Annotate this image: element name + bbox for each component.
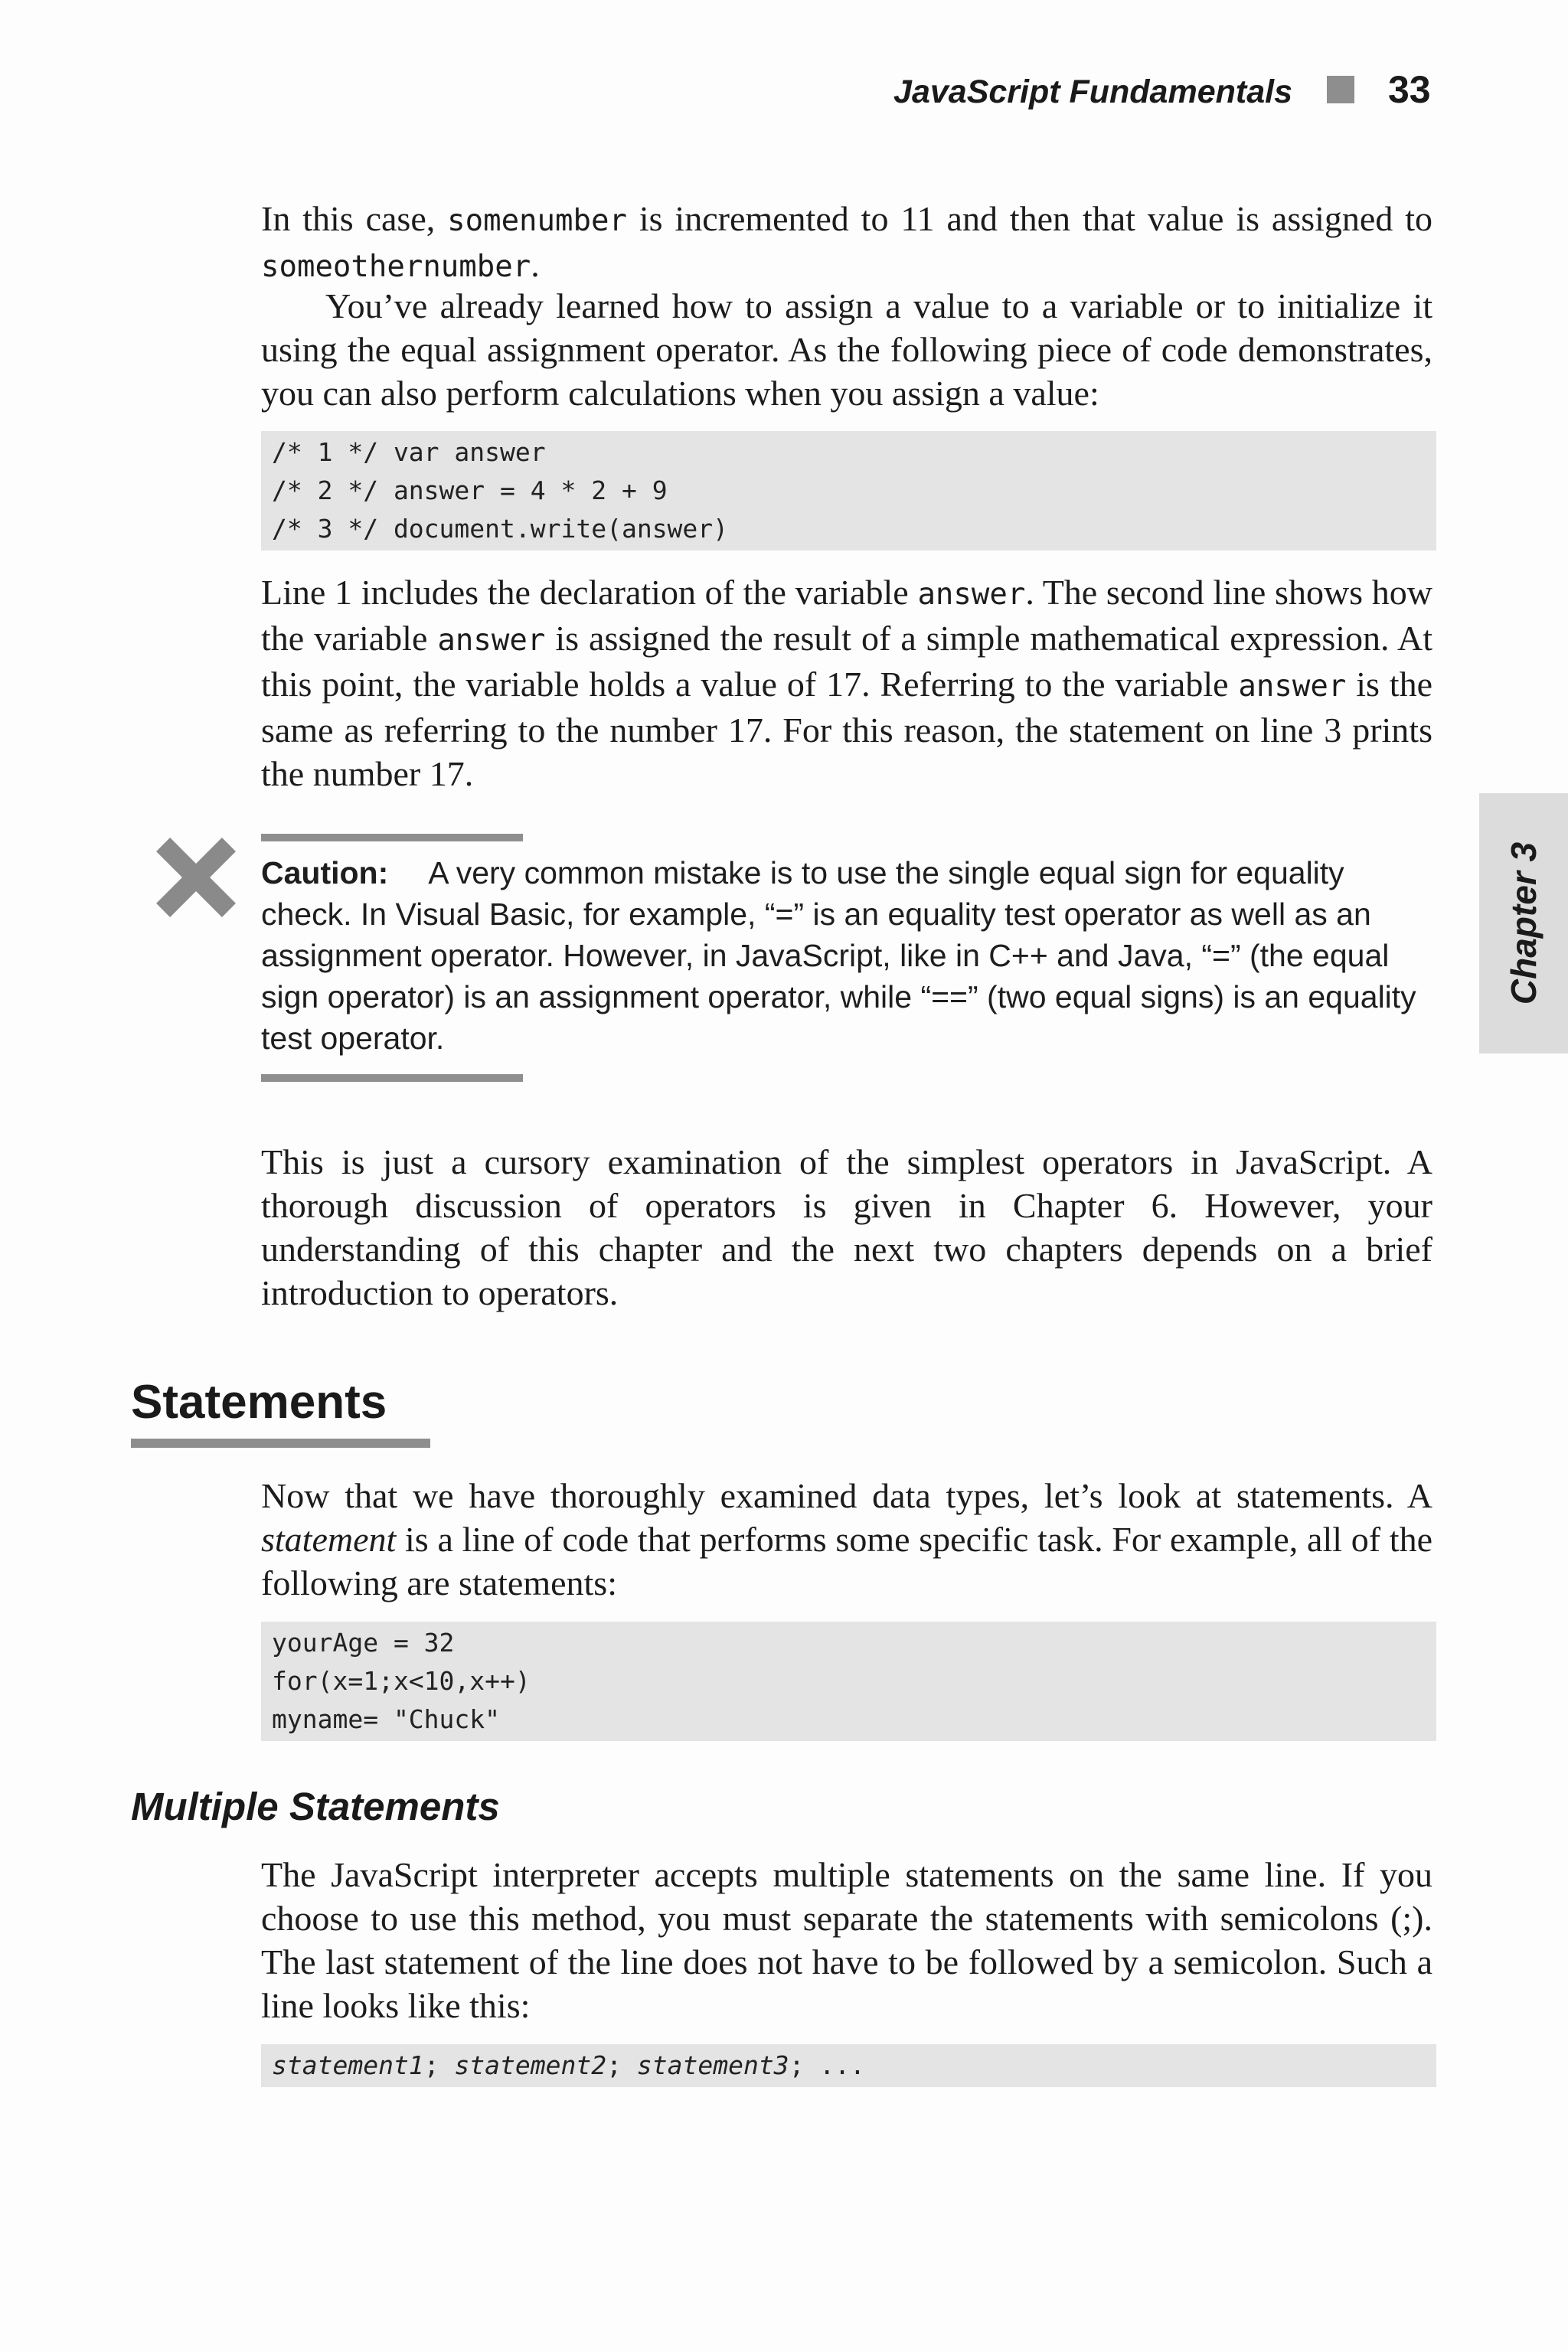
section-heading-statements: Statements bbox=[131, 1376, 387, 1429]
caution-bottom-rule bbox=[261, 1074, 523, 1082]
paragraph-operators-summary bbox=[261, 1140, 1432, 1315]
text-run: In this case, bbox=[261, 199, 448, 238]
inline-code: someothernumber bbox=[261, 250, 531, 284]
code-placeholder: statement2 bbox=[454, 2050, 607, 2080]
paragraph-assignment bbox=[261, 284, 1432, 415]
code-line bbox=[272, 2044, 1426, 2087]
paragraph-statements-intro bbox=[261, 1474, 1432, 1605]
code-line: yourAge = 32 bbox=[272, 1628, 455, 1658]
inline-code: answer bbox=[437, 623, 546, 658]
paragraph-multiple-statements bbox=[261, 1853, 1432, 2027]
code-placeholder: statement3 bbox=[636, 2050, 789, 2080]
code-block-answer bbox=[261, 431, 1436, 550]
code-placeholder: statement1 bbox=[272, 2050, 424, 2080]
code-line: myname= "Chuck" bbox=[272, 1704, 501, 1734]
inline-code: answer bbox=[1238, 669, 1347, 704]
paragraph-increment bbox=[261, 197, 1432, 289]
inline-code: somenumber bbox=[447, 204, 627, 238]
subsection-heading-multiple-statements: Multiple Statements bbox=[131, 1785, 500, 1828]
page-number: 33 bbox=[1388, 68, 1431, 111]
caution-body: A very common mistake is to use the single equal sign for equality check. In Visual Basic, for example, “=” is an equality test operator as well as an assignment operator. However, in JavaScript, like in C++ and Java, “=” (the equal sign operator) is an assignment operator, while “==” (two equal signs) is an equality test operator. bbox=[261, 855, 1416, 1056]
inline-code: answer bbox=[917, 577, 1026, 612]
code-line: /* 1 */ var answer bbox=[272, 437, 546, 467]
text-run: . The second line shows how the variable bbox=[261, 573, 1433, 658]
caution-label: Caution: bbox=[261, 855, 389, 890]
text-run: is assigned the result of a simple mathematical expression. At this point, the variable holds a value of 17. Referring to the variable bbox=[261, 619, 1432, 704]
text-run: You’ve already learned how to assign a value to a variable or to initialize it using the equal assignment operator. As the following piece of code demonstrates, you can also perform calculations when you assign a value: bbox=[261, 286, 1432, 413]
code-separator: ; ... bbox=[789, 2050, 865, 2080]
code-separator: ; bbox=[606, 2050, 637, 2080]
paragraph-line-explanation bbox=[261, 570, 1432, 795]
chapter-tab-label: Chapter 3 bbox=[1504, 841, 1544, 1005]
x-icon bbox=[152, 833, 240, 922]
emphasis-term: statement bbox=[261, 1520, 397, 1559]
text-run: Now that we have thoroughly examined data types, let’s look at statements. A bbox=[261, 1476, 1432, 1515]
caution-note bbox=[261, 852, 1432, 1059]
code-separator: ; bbox=[423, 2050, 455, 2080]
chapter-side-tab bbox=[1479, 793, 1568, 1054]
code-block-semicolons bbox=[261, 2044, 1436, 2087]
code-block-statements bbox=[261, 1622, 1436, 1741]
text-run: This is just a cursory examination of the simplest operators in JavaScript. A thorough discussion of operators is given in Chapter 6. However, your understanding of this chapter and the next two chapters depends on a brief introduction to operators. bbox=[261, 1142, 1432, 1312]
text-run: is incremented to 11 and then that value is assigned to bbox=[626, 199, 1433, 238]
code-line: /* 2 */ answer = 4 * 2 + 9 bbox=[272, 475, 668, 505]
text-run: . bbox=[531, 245, 540, 284]
text-run: Line 1 includes the declaration of the variable bbox=[261, 573, 918, 612]
text-run: is the same as referring to the number 17. For this reason, the statement on line 3 prints the number 17. bbox=[261, 665, 1432, 793]
text-run: The JavaScript interpreter accepts multiple statements on the same line. If you choose to use this method, you must separate the statements with semicolons (;). The last statement of the line does not have to be followed by a semicolon. Such a line looks like this: bbox=[261, 1855, 1432, 2025]
text-run: is a line of code that performs some specific task. For example, all of the following are statements: bbox=[261, 1520, 1432, 1602]
running-header-title: JavaScript Fundamentals bbox=[893, 74, 1292, 110]
code-line: for(x=1;x<10,x++) bbox=[272, 1666, 531, 1696]
header-square-icon bbox=[1327, 76, 1354, 103]
heading-underline bbox=[131, 1439, 430, 1448]
caution-top-rule bbox=[261, 834, 523, 841]
code-line: /* 3 */ document.write(answer) bbox=[272, 514, 729, 544]
